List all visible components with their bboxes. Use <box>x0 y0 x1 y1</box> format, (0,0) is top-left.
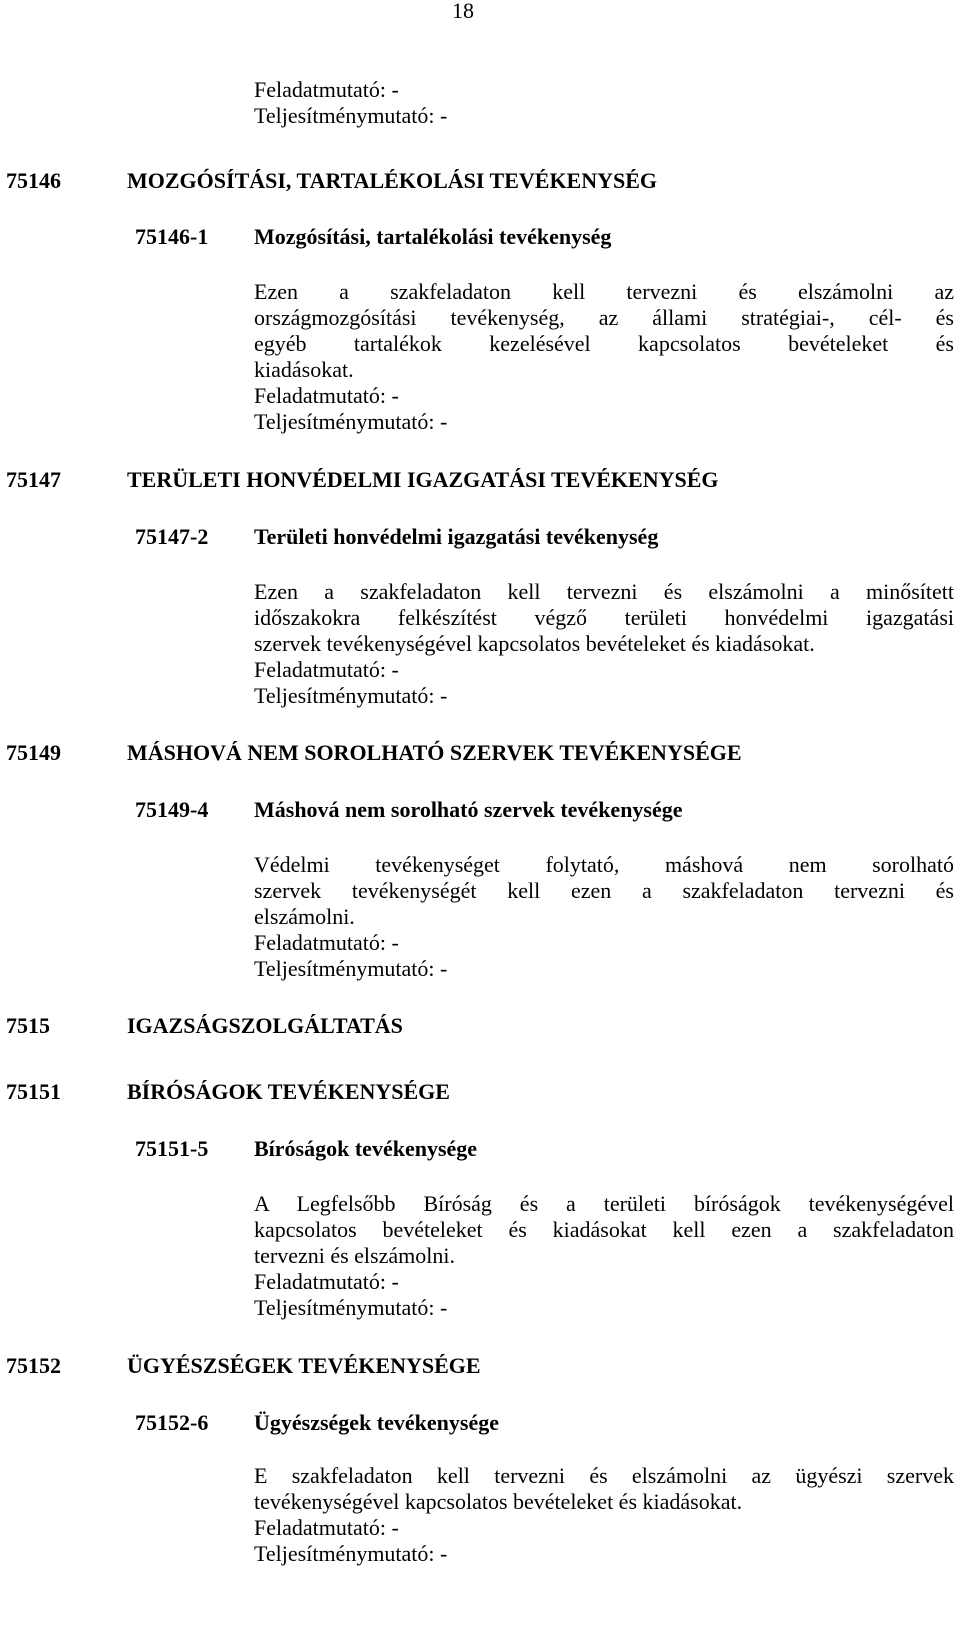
section-description <box>254 1463 954 1515</box>
description-line: kiadásokat. <box>254 357 354 382</box>
description-line: kapcsolatos bevételeket és kiadásokat kell ezen a szakfeladaton <box>254 1217 954 1242</box>
section-title: IGAZSÁGSZOLGÁLTATÁS <box>127 1013 403 1038</box>
section-title: MOZGÓSÍTÁSI, TARTALÉKOLÁSI TEVÉKENYSÉG <box>127 168 658 193</box>
description-line: tervezni és elszámolni. <box>254 1243 455 1268</box>
description-line: Ezen a szakfeladaton kell tervezni és elszámolni a minősített <box>254 579 954 604</box>
section-description <box>254 852 954 930</box>
section-description <box>254 279 954 383</box>
subsection-title: Bíróságok tevékenysége <box>254 1136 478 1161</box>
subsection-title: Mozgósítási, tartalékolási tevékenység <box>254 224 612 249</box>
subsection-code: 75149-4 <box>135 797 209 822</box>
task-indicator: Feladatmutató: - <box>254 657 399 682</box>
section-code: 75146 <box>6 168 61 193</box>
page-number: 18 <box>452 0 474 23</box>
description-line: tevékenységével kapcsolatos bevételeket és kiadásokat. <box>254 1489 743 1514</box>
performance-indicator: Teljesítménymutató: - <box>254 956 448 981</box>
task-indicator: Feladatmutató: - <box>254 77 399 102</box>
section-code: 75147 <box>6 467 61 492</box>
section-description <box>254 1191 954 1269</box>
description-line: időszakokra felkészítést végző területi honvédelmi igazgatási <box>254 605 954 630</box>
performance-indicator: Teljesítménymutató: - <box>254 1541 448 1566</box>
description-line: elszámolni. <box>254 904 355 929</box>
description-line: Védelmi tevékenységet folytató, máshová nem sorolható <box>254 852 954 877</box>
section-title: ÜGYÉSZSÉGEK TEVÉKENYSÉGE <box>127 1353 481 1378</box>
task-indicator: Feladatmutató: - <box>254 383 399 408</box>
task-indicator: Feladatmutató: - <box>254 1269 399 1294</box>
description-line: szervek tevékenységét kell ezen a szakfeladaton tervezni és <box>254 878 954 903</box>
subsection-title: Területi honvédelmi igazgatási tevékenység <box>254 524 659 549</box>
subsection-code: 75146-1 <box>135 224 209 249</box>
section-code: 7515 <box>6 1013 50 1038</box>
description-line: A Legfelsőbb Bíróság és a területi bíróságok tevékenységével <box>254 1191 954 1216</box>
performance-indicator: Teljesítménymutató: - <box>254 103 448 128</box>
task-indicator: Feladatmutató: - <box>254 930 399 955</box>
subsection-title: Ügyészségek tevékenysége <box>254 1410 499 1435</box>
section-title: TERÜLETI HONVÉDELMI IGAZGATÁSI TEVÉKENYSÉG <box>127 467 719 492</box>
section-title: BÍRÓSÁGOK TEVÉKENYSÉGE <box>127 1079 450 1104</box>
performance-indicator: Teljesítménymutató: - <box>254 1295 448 1320</box>
description-line: országmozgósítási tevékenység, az állami stratégiai-, cél- és <box>254 305 954 330</box>
task-indicator: Feladatmutató: - <box>254 1515 399 1540</box>
section-code: 75149 <box>6 740 61 765</box>
section-code: 75152 <box>6 1353 61 1378</box>
section-description <box>254 579 954 657</box>
description-line: szervek tevékenységével kapcsolatos bevételeket és kiadásokat. <box>254 631 815 656</box>
subsection-code: 75151-5 <box>135 1136 209 1161</box>
subsection-title: Máshová nem sorolható szervek tevékenysége <box>254 797 683 822</box>
performance-indicator: Teljesítménymutató: - <box>254 409 448 434</box>
performance-indicator: Teljesítménymutató: - <box>254 683 448 708</box>
section-code: 75151 <box>6 1079 61 1104</box>
section-title: MÁSHOVÁ NEM SOROLHATÓ SZERVEK TEVÉKENYSÉGE <box>127 740 742 765</box>
description-line: E szakfeladaton kell tervezni és elszámolni az ügyészi szervek <box>254 1463 954 1488</box>
description-line: Ezen a szakfeladaton kell tervezni és elszámolni az <box>254 279 954 304</box>
subsection-code: 75147-2 <box>135 524 209 549</box>
description-line: egyéb tartalékok kezelésével kapcsolatos bevételeket és <box>254 331 954 356</box>
subsection-code: 75152-6 <box>135 1410 209 1435</box>
